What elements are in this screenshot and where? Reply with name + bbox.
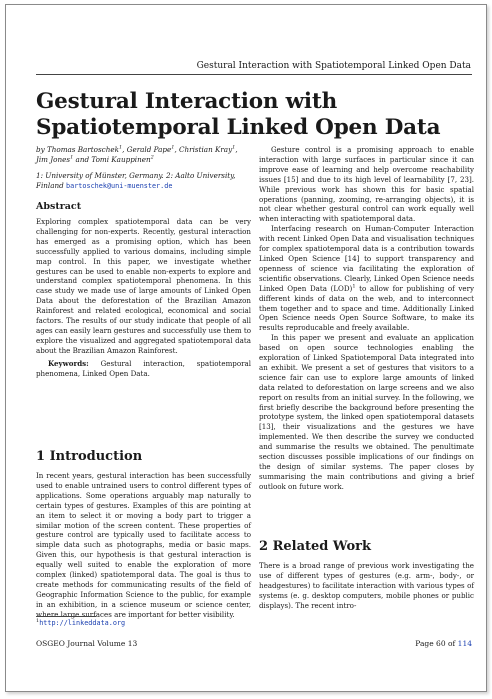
abstract-body: [36, 217, 251, 379]
abstract-heading: Abstract: [36, 201, 82, 212]
author-name: Tomi Kauppinen: [91, 155, 151, 164]
introduction-text: In recent years, gestural interaction has been successfully used to enable untrained users to control different types of applications. Some operations arguably map naturally to certain types of gestures. Examples of this are pointing at an item to select it or moving a body part to trigger a similar motion of the screen content. These properties of gesture control are typically used to facilitate access to simple data such as photographs, media or basic maps. Given this, our hypothesis is that gestural interaction is equally well suited to enable the exploration of more complex (linked) spatiotemporal data. The goal is thus to create methods for communicating results of the field of Geographic Information Science to the public, for example in an exhibition, in a science museum or science center, where large surfaces are important for better visibility.: [36, 471, 251, 619]
footnote: [36, 619, 125, 628]
author-affil-mark: 1: [70, 154, 74, 161]
journal-page: [5, 4, 487, 692]
paragraph-text: Interfacing research on Human-Computer Interaction with recent Linked Open Data and visualisation techniques for complex spatiotemporal data is a contribution towards Linked Open Science [14] to support transparency and openness of science via facilitating the exploration of scientific observations. Clearly, Linked Open Science needs Linked Open Data (LOD): [259, 224, 474, 293]
introduction-body: [36, 471, 251, 620]
paragraph: Gesture control is a promising approach to enable interaction with large surfaces in particular since it can improve ease of learning and help overcome reachability issues [15] and due to its high level of learnability [7, 23]. While previous work has shown this for basic spatial operations (panning, zooming, re-arranging objects), it is not clear whether gestural control can work equally well when interacting with spatiotemporal data.: [259, 145, 474, 224]
footnote-rule: [36, 616, 96, 617]
footer-page-number: [415, 639, 472, 648]
author-name: Christian Kray: [179, 145, 233, 154]
paragraph-text: to allow for publishing of very different kinds of data on the web, and to interconnect them together and to space and time. Additionally Linked Open Science needs Open Source Software, to make its results reproducable and freely available.: [259, 283, 474, 333]
article-title: Gestural Interaction with Spatiotemporal Linked Open Data: [36, 89, 441, 140]
affiliation-text: 1: University of Münster, Germany. 2: Aalto University, Finland: [36, 171, 236, 190]
affiliations: [36, 171, 251, 191]
footer-journal: OSGEO Journal Volume 13: [36, 639, 138, 648]
author-name: Gerald Pape: [126, 145, 172, 154]
related-work-body: [259, 561, 474, 611]
related-work-heading: 2 Related Work: [259, 539, 371, 554]
paragraph: In this paper we present and evaluate an application based on open source technologies enabling the exploration of Linked Spatiotemporal Data integrated into an exhibit. We present a set of gestures that visitors to a science fair can use to explore large amounts of linked data related to deforestation on large screens and we also report on results from an initial survey. In the following, we first briefly describe the background before presenting the prototype system, the linked open spatiotemporal datasets [13], their visualizations and the gestures we have implemented. We then describe the survey we conducted and summarise the results we obtained. The penultimate section discusses possible implications of our findings on the design of similar systems. The paper closes by summarising the main contributions and giving a brief outlook on future work.: [259, 333, 474, 491]
author-affil-mark: 1: [118, 144, 123, 151]
abstract-text: Exploring complex spatiotemporal data can be very challenging for non-experts. Recently, gestural interaction has emerged as a promising option, which has been successfully applied to various domains, including simple map control. In this paper, we investigate whether gestures can be used to enable non-experts to explore and understand complex spatiotemporal phenomena. In this case study we made use of large amounts of Linked Open Data about the deforestation of the Brazilian Amazon Rainforest and related ecological, economical and social factors. The results of our study indicate that people of all ages can easily learn gestures and successfully use them to explore the visualized and aggregated spatiotemporal data about the Brazilian Amazon Rainforest.: [36, 217, 251, 355]
author-affil-mark: 1: [232, 144, 236, 151]
author-affil-mark: 1: [171, 144, 175, 151]
total-pages-link[interactable]: 114: [457, 639, 472, 648]
page-number-text: Page 60 of: [415, 639, 456, 648]
author-list: by Thomas Bartoschek$^1$, Gerald Pape$^1$, Christian Kray$^1$, Jim Jones$^1$ and Tomi Kauppinen$^2$: [36, 144, 238, 164]
introduction-heading: 1 Introduction: [36, 449, 143, 464]
keywords-label: Keywords:: [48, 358, 89, 368]
header-rule: [36, 74, 472, 75]
contact-email-link[interactable]: bartoschek@uni-muenster.de: [66, 182, 173, 190]
right-column-body: [259, 145, 474, 492]
footnote-mark: 1: [36, 617, 40, 624]
footnote-ref: 1: [352, 283, 356, 290]
author-name: by Thomas Bartoschek: [36, 145, 119, 154]
author-name: Jim Jones: [36, 155, 71, 164]
running-header: Gestural Interaction with Spatiotemporal Linked Open Data: [196, 61, 471, 71]
footnote-url-link[interactable]: http://linkeddata.org: [39, 619, 126, 627]
keywords-line: [36, 359, 251, 379]
author-affil-mark: 2: [150, 154, 154, 161]
keywords-text: Gestural interaction, spatiotemporal phenomena, Linked Open Data.: [36, 358, 251, 378]
paragraph: [259, 224, 474, 333]
related-work-text: There is a broad range of previous work investigating the use of different types of gestures (e.g. arm-, body-, or headgestures) to facilitate interaction with various types of systems (e. g. desktop computers, mobile phones or public displays). The recent intro-: [259, 561, 474, 610]
